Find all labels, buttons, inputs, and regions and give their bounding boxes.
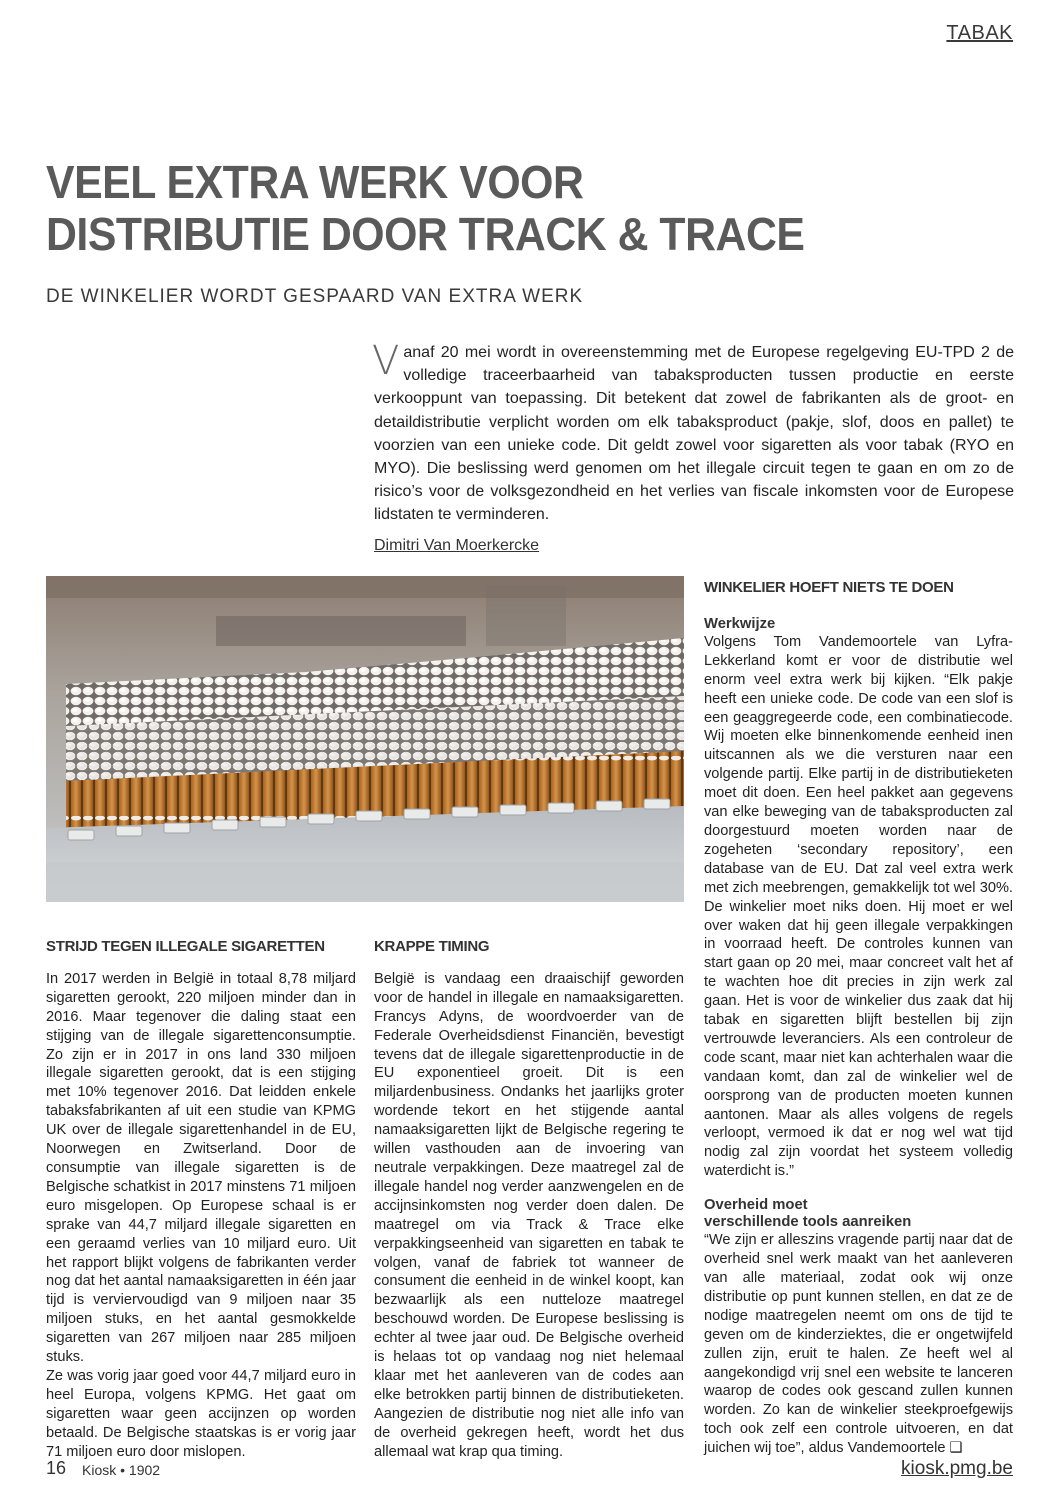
drop-cap: V: [372, 338, 400, 384]
column-1: [46, 938, 356, 1461]
end-of-article-icon: ❑: [949, 1440, 963, 1457]
column-3-heading: WINKELIER HOEFT NIETS TE DOEN: [704, 579, 954, 596]
column-3-subheading-2-line-2: verschillende tools aanreiken: [704, 1214, 912, 1231]
column-3-subheading-2-line-1: Overheid moet: [704, 1197, 808, 1214]
magazine-website-link[interactable]: kiosk.pmg.be: [901, 1458, 1013, 1479]
column-2: [374, 938, 684, 1461]
headline-line-1: VEEL EXTRA WERK VOOR: [46, 156, 584, 208]
column-2-paragraph-1: België is vandaag een draaischijf geworden voor de handel in illegale en namaaksigaretten. Francys Adyns, de woordvoerder van de Federale Overheidsdienst Financiën, bevestigt tevens dat de illegale sigarettenproductie in de EU exponentieel groeit. Dit is een miljardenbusiness. Ondanks het jaarlijks groter wordende tekort en het stijgende aantal namaaksigaretten lijkt de Belgische regering te willen vasthouden aan de invoering van neutrale verpakkingen. Deze maatregel zal de illegale handel nog verder aanzwengelen en de accijnsinkomsten nog verder doen dalen. De maatregel om via Track & Trace elke verpakkingseenheid van sigaretten en tabak te volgen, vanaf de fabriek tot wanneer de consument die eenheid in de winkel koopt, kan bezwaarlijk als een nutteloze maatregel beschouwd worden. De Europese beslissing is echter al twee jaar oud. De Belgische overheid is helaas tot op vandaag nog niet helemaal klaar met het aanleveren van de codes aan elke betrokken partij binnen de distributieketen. Aangezien de distributie nog niet alle info van de overheid gekregen heeft, wordt het dus allemaal wat krap qua timing.: [374, 970, 684, 1460]
column-3-paragraph-2-text: “We zijn er alleszins vragende partij naar dat de overheid snel werk maakt van het aanleveren van alle materiaal, zodat ook wij onze distributie op punt kunnen stellen, en dat ze de nodige maatregelen neemt om ons de tijd te geven om de kinderziektes, die er ongetwijfeld zullen zijn, eruit te halen. Ze heeft wel al aangekondigd vrij snel een website te lanceren waarop de codes ook gescand zullen kunnen worden. Zo kan de winkelier steekproefgewijs toch ook zelf een controle uitvoeren, en dat juichen wij toe”, aldus Vandemoortele: [704, 1232, 1013, 1457]
column-3-paragraph-1: Volgens Tom Vandemoortele van Lyfra-Lekkerland komt er voor de distributie wel enorm veel extra werk bij kijken. “Elk pakje heeft een unieke code. De code van een slof is een geaggregeerde code, een combinatiecode. Wij moeten elke binnenkomende eenheid inen uitscannen als we die versturen naar een volgende partij. Elke partij in de distributieketen moet dit doen. Een heel pakket aan gegevens van elke beweging van de tabaksproducten zal doorgestuurd moeten worden naar de zogeheten ‘secondary repository’, een database van de EU. Dat zal veel extra werk met zich meebrengen, gemakkelijk tot wel 30%. De winkelier moet niks doen. Hij moet er wel over waken dat hij geen illegale verpakkingen in voorraad heeft. De controles kunnen van start gaan op 20 mei, maar concreet valt het af te wachten hoe dit precies in zijn werk zal gaan. Het is voor de winkelier dus zaak dat hij tabak en sigaretten blijft bestellen bij zijn vertrouwde leveranciers. Als een controleur de code scant, maar niet kan achterhalen waar die vandaan komt, dan zal de winkelier wel de oorsprong van de producten moeten kunnen aantonen. Maar als alles volgens de regels verloopt, vermoed ik dat er nog wel wat tijd nodig zal zijn voordat het systeem volledig waterdicht is.”: [704, 633, 1013, 1180]
intro-text: anaf 20 mei wordt in overeenstemming met de Europese regelgeving EU-TPD 2 de volledige traceerbaarheid van tabaksproducten tussen productie en eerste verkooppunt van toepassing. Dit betekent dat zowel de fabrikanten als de groot- en detaildistributie verplicht worden om elk tabaksproduct (pakje, slof, doos en pallet) te voorzien van een unieke code. Dit geldt zowel voor sigaretten als voor tabak (RYO en MYO). Die beslissing werd genomen om het illegale circuit tegen te gaan en om zo de risico’s voor de volksgezondheid en het verlies van fiscale inkomsten voor de Europese lidstaten te verminderen.: [374, 344, 1014, 524]
page-number: 16: [46, 1458, 67, 1478]
article-headline: [46, 156, 809, 260]
magazine-issue: Kiosk • 1902: [82, 1462, 161, 1478]
column-1-heading: STRIJD TEGEN ILLEGALE SIGARETTEN: [46, 938, 325, 955]
column-3: [704, 579, 1013, 1458]
column-3-subheading-1: Werkwijze: [704, 615, 776, 632]
headline-line-2: DISTRIBUTIE DOOR TRACK & TRACE: [46, 208, 805, 260]
column-1-paragraph-1: In 2017 werden in België in totaal 8,78 miljard sigaretten gerookt, 220 miljoen minder dan in 2016. Maar tegenover die daling staat een stijging van de illegale sigarettenconsumptie. Zo zijn er in 2017 in ons land 330 miljoen illegale sigaretten gerookt, dat is een stijging met 10% tegenover 2016. Dat leidden enkele tabaksfabrikanten af uit een studie van KPMG UK over de illegale sigarettenhandel in de EU, Noorwegen en Zwitserland. Door de consumptie van illegale sigaretten is de Belgische schatkist in 2017 minstens 71 miljoen euro misgelopen. Op Europese schaal is er sprake van 44,7 miljard illegale sigaretten en een geraamd verlies van 10 miljard euro. Uit het rapport blijkt volgens de fabrikanten verder nog dat het aantal namaaksigaretten in één jaar tijd is verviervoudigd van 9 miljoen naar 35 miljoen stuks, en het aantal gesmokkelde sigaretten van 267 miljoen naar 285 miljoen stuks.: [46, 970, 356, 1366]
section-tag[interactable]: TABAK: [946, 22, 1013, 44]
author-byline[interactable]: Dimitri Van Moerkercke: [374, 537, 540, 554]
column-3-paragraph-2: [704, 1231, 1013, 1458]
article-subheadline: DE WINKELIER WORDT GESPAARD VAN EXTRA WERK: [46, 286, 584, 307]
cigarette-production-photo: [46, 576, 684, 902]
intro-paragraph: [372, 338, 1014, 527]
column-2-heading: KRAPPE TIMING: [374, 938, 490, 955]
column-1-paragraph-2: Ze was vorig jaar goed voor 44,7 miljard euro in heel Europa, volgens KPMG. Het gaat om sigaretten waar geen accijnzen op worden betaald. De Belgische staatskas is er vorig jaar 71 miljoen euro door mislopen.: [46, 1367, 356, 1460]
